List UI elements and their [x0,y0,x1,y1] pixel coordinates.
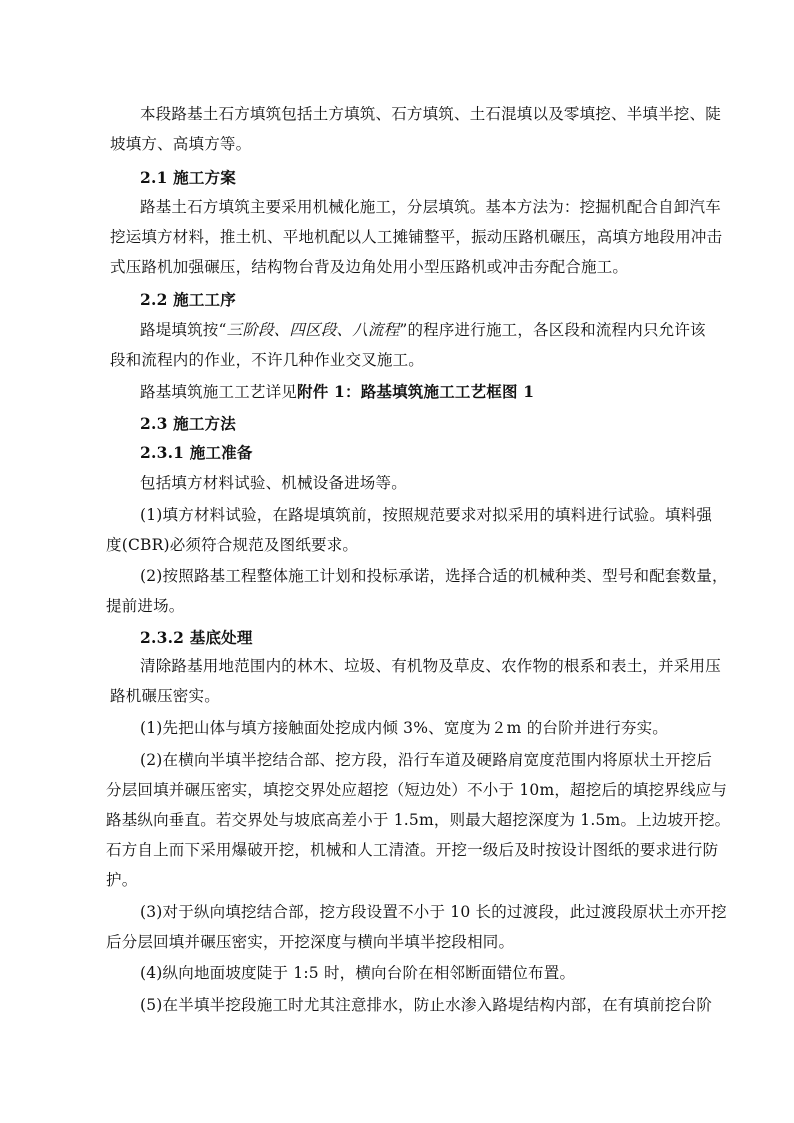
intro-line-1: 本段路基土石方填筑包括土方填筑、石方填筑、土石混填以及零填挖、半填半挖、陡 [140,105,721,123]
base-item-1: (1)先把山体与填方接触面处挖成内倾 3%、宽度为２m 的台阶并进行夯实。 [140,719,668,737]
attachment-title: 附件 1：路基填筑施工工艺框图 1 [297,382,535,401]
heading-2-3: 2.3 施工方法 [140,414,236,433]
attachment-reference [140,382,534,402]
item-2-line-2: 提前进场。 [106,597,185,615]
heading-2-2: 2.2 施工工序 [140,290,236,309]
para-2-1-line-1: 路基土石方填筑主要采用机械化施工，分层填筑。基本方法为：挖掘机配合自卸汽车 [140,198,721,216]
para-2-2-post: ”的程序进行施工，各区段和流程内只允许该 [399,321,706,339]
heading-2-3-2: 2.3.2 基底处理 [140,628,253,647]
base-item-2-line-4: 石方自上而下采用爆破开挖，机械和人工清渣。开挖一级后及时按设计图纸的要求进行防 [106,841,719,859]
para-2-2-pre: 路堤填筑按“ [140,321,227,339]
base-item-3-line-2: 后分层回填并碾压密实，开挖深度与横向半填半挖段相同。 [106,933,515,951]
base-item-2-line-5: 护。 [106,871,138,889]
base-item-4: (4)纵向地面坡度陡于 1:5 时，横向台阶在相邻断面错位布置。 [140,964,576,982]
base-item-5: (5)在半填半挖段施工时尤其注意排水，防止水渗入路堤结构内部，在有填前挖台阶 [140,996,713,1014]
base-item-3-line-1: (3)对于纵向填挖结合部，挖方段设置不小于 10 长的过渡段，此过渡段原状土亦开挖 [140,903,727,921]
para-2-3-2-line-2: 路机碾压密实。 [110,687,220,705]
attachment-pre: 路基填筑施工工艺详见 [140,383,298,401]
para-2-2-line-2: 段和流程内的作业，不许几种作业交叉施工。 [110,351,425,369]
base-item-2-line-1: (2)在横向半填半挖结合部、挖方段，沿行车道及硬路肩宽度范围内将原状土开挖后 [140,751,713,769]
para-2-2-emphasis: 三阶段、四区段、八流程 [226,321,400,339]
base-item-2-line-2: 分层回填并碾压密实，填挖交界处应超挖（短边处）不小于 10m，超挖后的填挖界线应与 [106,781,728,799]
item-1-line-2: 度(CBR)必须符合规范及图纸要求。 [106,536,359,554]
heading-2-3-1: 2.3.1 施工准备 [140,443,253,462]
para-2-3-2-line-1: 清除路基用地范围内的林木、垃圾、有机物及草皮、农作物的根系和表土，并采用压 [140,657,721,675]
item-2-line-1: (2)按照路基工程整体施工计划和投标承诺，选择合适的机械种类、型号和配套数量， [140,567,728,585]
para-2-2-line-1 [140,320,706,340]
heading-2-1: 2.1 施工方案 [140,168,236,187]
intro-line-2: 坡填方、高填方等。 [110,135,252,153]
para-2-3-1: 包括填方材料试验、机械设备进场等。 [140,474,407,492]
item-1-line-1: (1)填方材料试验，在路堤填筑前，按照规范要求对拟采用的填料进行试验。填料强 [140,506,713,524]
base-item-2-line-3: 路基纵向垂直。若交界处与坡底高差小于 1.5m，则最大超挖深度为 1.5m。上边坡开挖。 [106,811,731,829]
para-2-1-line-3: 式压路机加强碾压，结构物台背及边角处用小型压路机或冲击夯配合施工。 [110,258,629,276]
para-2-1-line-2: 挖运填方材料，推土机、平地机配以人工摊铺整平，振动压路机碾压，高填方地段用冲击 [110,228,723,246]
